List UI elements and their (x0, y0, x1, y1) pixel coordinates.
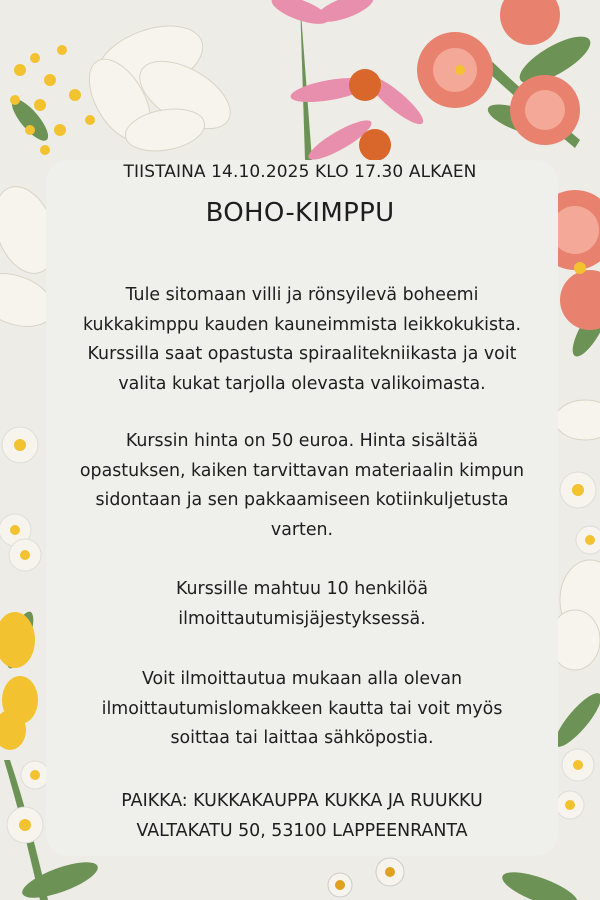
text-line: ilmoittautumislomakkeen kautta tai voit myös (101, 698, 503, 719)
text-line: Kurssille mahtuu 10 henkilöä (176, 579, 428, 599)
text-line: Kurssin hinta on 50 euroa. Hinta sisältää (125, 431, 479, 451)
address-line: VALTAKATU 50, 53100 LAPPEENRANTA (136, 820, 468, 841)
text-line: ilmoittautumisjäjestyksessä. (178, 608, 426, 629)
text-line: kukkakimppu kauden kauneimmista leikkokukista. (82, 314, 522, 335)
capacity-paragraph (46, 575, 558, 634)
location-block (46, 787, 558, 846)
registration-paragraph (46, 665, 558, 754)
event-title: BOHO-KIMPPU (205, 198, 395, 228)
description-paragraph (46, 281, 558, 399)
price-paragraph (46, 427, 558, 545)
text-line: sidontaan ja sen pakkaamiseen kotiinkuljetusta (95, 490, 509, 510)
text-line: Voit ilmoittautua mukaan alla olevan (141, 669, 463, 689)
text-line: Kurssilla saat opastusta spiraalitekniikasta ja voit (87, 344, 517, 364)
text-line: valita kukat tarjolla olevasta valikoimasta. (118, 373, 486, 394)
text-line: varten. (270, 519, 334, 540)
text-line: soittaa tai laittaa sähköpostia. (170, 728, 434, 748)
text-line: Tule sitomaan villi ja rönsyilevä boheemi (125, 285, 479, 305)
location-line: PAIKKA: KUKKAKAUPPA KUKKA JA RUUKKU (121, 791, 483, 811)
event-date-line: TIISTAINA 14.10.2025 KLO 17.30 ALKAEN (123, 162, 477, 182)
text-line: opastuksen, kaiken tarvittavan materiaalin kimpun (79, 460, 525, 481)
